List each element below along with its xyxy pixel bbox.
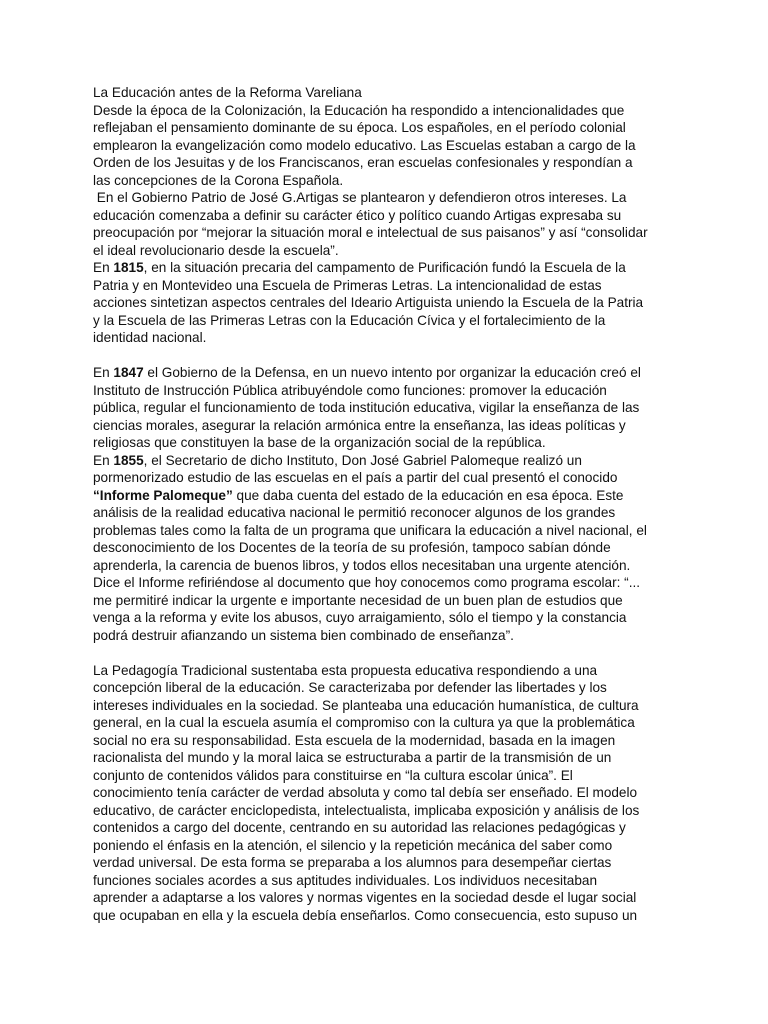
- text-line: [93, 452, 673, 470]
- document-page: [93, 84, 673, 924]
- text-line: La Pedagogía Tradicional sustentaba esta propuesta educativa respondiendo a una: [93, 662, 598, 678]
- text-line: reflejaban el pensamiento dominante de su época. Los españoles, en el período colonial: [93, 120, 626, 135]
- text-segment: En: [93, 365, 114, 380]
- text-line: religiosas que constituyen la base de la organización social de la república.: [93, 435, 546, 450]
- document-title: La Educación antes de la Reforma Vareliana: [93, 85, 362, 100]
- text-line: me permitiré indicar la urgente e importante necesidad de un buen plan de estudios que: [93, 592, 623, 608]
- text-line: las concepciones de la Corona Española.: [93, 172, 344, 188]
- text-line: y la Escuela de las Primeras Letras con la Educación Cívica y el fortalecimiento de la: [93, 312, 606, 328]
- text-line: Instituto de Instrucción Pública atribuyéndole como funciones: promover la educación: [93, 382, 607, 398]
- text-line: Dice el Informe refiriéndose al documento que hoy conocemos como programa escolar: “...: [93, 575, 641, 590]
- paragraph-artigas: [93, 189, 673, 259]
- paragraph-pedagogia-tradicional: [93, 662, 673, 925]
- text-segment: En: [93, 260, 114, 275]
- year-1847: 1847: [113, 365, 144, 380]
- text-line: [93, 259, 673, 277]
- year-1855: 1855: [113, 452, 144, 468]
- year-1815: 1815: [113, 260, 144, 275]
- paragraph-colonization: [93, 102, 673, 190]
- text-line: verdad universal. De esta forma se preparaba a los alumnos para desempeñar ciertas: [93, 855, 612, 870]
- text-line: problemas tales como la falta de un programa que unificara la educación a nivel nacional, el: [93, 522, 647, 538]
- text-line: venga a la reforma y evite los abusos, cuyo arraigamiento, sólo el tiempo y la constancia: [93, 610, 627, 625]
- informe-palomeque: “Informe Palomeque”: [93, 487, 233, 503]
- text-line: conocimiento tenía carácter de verdad absoluta y como tal debía ser enseñado. El modelo: [93, 785, 638, 800]
- text-line: aprenderla, la carencia de buenos libros, y todos ellos necesitaban una urgente atención.: [93, 557, 631, 573]
- text-segment: En: [93, 452, 114, 468]
- text-line: educación comenzaba a definir su carácter ético y político cuando Artigas expresaba su: [93, 207, 622, 223]
- text-line: En el Gobierno Patrio de José G.Artigas se plantearon y defendieron otros intereses. La: [93, 190, 627, 205]
- text-line: social no era su responsabilidad. Esta escuela de la modernidad, basada en la imagen: [93, 732, 616, 748]
- text-segment: que daba cuenta del estado de la educación en esa época. Este: [232, 487, 624, 503]
- paragraph-spacer: [93, 347, 673, 365]
- text-line: Orden de los Jesuitas y de los Franciscanos, eran escuelas confesionales y respondían a: [93, 155, 633, 170]
- text-line: pública, regular el funcionamiento de toda institución educativa, vigilar la enseñanza de las: [93, 400, 640, 415]
- text-line: [93, 487, 673, 505]
- text-line: pormenorizado estudio de las escuelas en el país a partir del cual presentó el conocido: [93, 470, 618, 485]
- text-line: ciencias morales, asegurar la relación armónica entre la enseñanza, las ideas políticas y: [93, 417, 626, 433]
- text-line: intereses individuales en la sociedad. Se planteaba una educación humanística, de cultura: [93, 697, 639, 713]
- text-line: podrá destruir afianzando un sistema bien combinado de enseñanza”.: [93, 627, 514, 643]
- text-line: Patria y en Montevideo una Escuela de Primeras Letras. La intencionalidad de estas: [93, 277, 602, 293]
- text-line: identidad nacional.: [93, 330, 207, 345]
- text-line: concepción liberal de la educación. Se caracterizaba por defender las libertades y los: [93, 680, 607, 695]
- text-line: Desde la época de la Colonización, la Educación ha respondido a intencionalidades que: [93, 102, 625, 118]
- text-segment: , en la situación precaria del campamento de Purificación fundó la Escuela de la: [143, 260, 626, 275]
- text-segment: , el Secretario de dicho Instituto, Don José Gabriel Palomeque realizó un: [143, 452, 582, 468]
- text-line: que ocupaban en ella y la escuela debía enseñarlos. Como consecuencia, esto supuso un: [93, 907, 638, 923]
- text-line: emplearon la evangelización como modelo educativo. Las Escuelas estaban a cargo de la: [93, 137, 636, 153]
- text-line: aprender a adaptarse a los valores y normas vigentes en la sociedad desde el lugar social: [93, 890, 637, 905]
- text-line: análisis de la realidad educativa nacional le permitió reconocer algunos de los grandes: [93, 505, 616, 520]
- text-line: educativo, de carácter enciclopedista, intelectualista, implicaba exposición y análisis de los: [93, 802, 640, 818]
- text-line: preocupación por “mejorar la situación moral e intelectual de sus paisanos” y así “consolidar: [93, 225, 648, 240]
- text-line: racionalista del mundo y la moral laica se estructuraba a partir de la transmisión de un: [93, 750, 612, 765]
- text-line: general, en la cual la escuela asumía el compromiso con la cultura ya que la problemática: [93, 715, 635, 730]
- text-line: conjunto de contenidos válidos para constituirse en “la cultura escolar única”. El: [93, 767, 573, 783]
- paragraph-spacer: [93, 644, 673, 662]
- text-line: funciones sociales acordes a sus aptitudes individuales. Los individuos necesitaban: [93, 872, 598, 888]
- text-line: acciones sintetizan aspectos centrales del Ideario Artiguista uniendo la Escuela de la Patria: [93, 295, 644, 310]
- text-segment: el Gobierno de la Defensa, en un nuevo intento por organizar la educación creó el: [143, 365, 641, 380]
- paragraph-1847: [93, 364, 673, 452]
- paragraph-1815: [93, 259, 673, 347]
- text-line: poniendo el énfasis en la atención, el silencio y la repetición mecánica del saber como: [93, 837, 613, 853]
- paragraph-1855: [93, 452, 673, 645]
- text-line: el ideal revolucionario desde la escuela”.: [93, 242, 339, 258]
- text-line: desconocimiento de los Docentes de la teoría de su profesión, tampoco sabían dónde: [93, 540, 611, 555]
- text-line: contenidos a cargo del docente, centrando en su autoridad las relaciones pedagógicas y: [93, 820, 626, 835]
- text-line: [93, 364, 673, 382]
